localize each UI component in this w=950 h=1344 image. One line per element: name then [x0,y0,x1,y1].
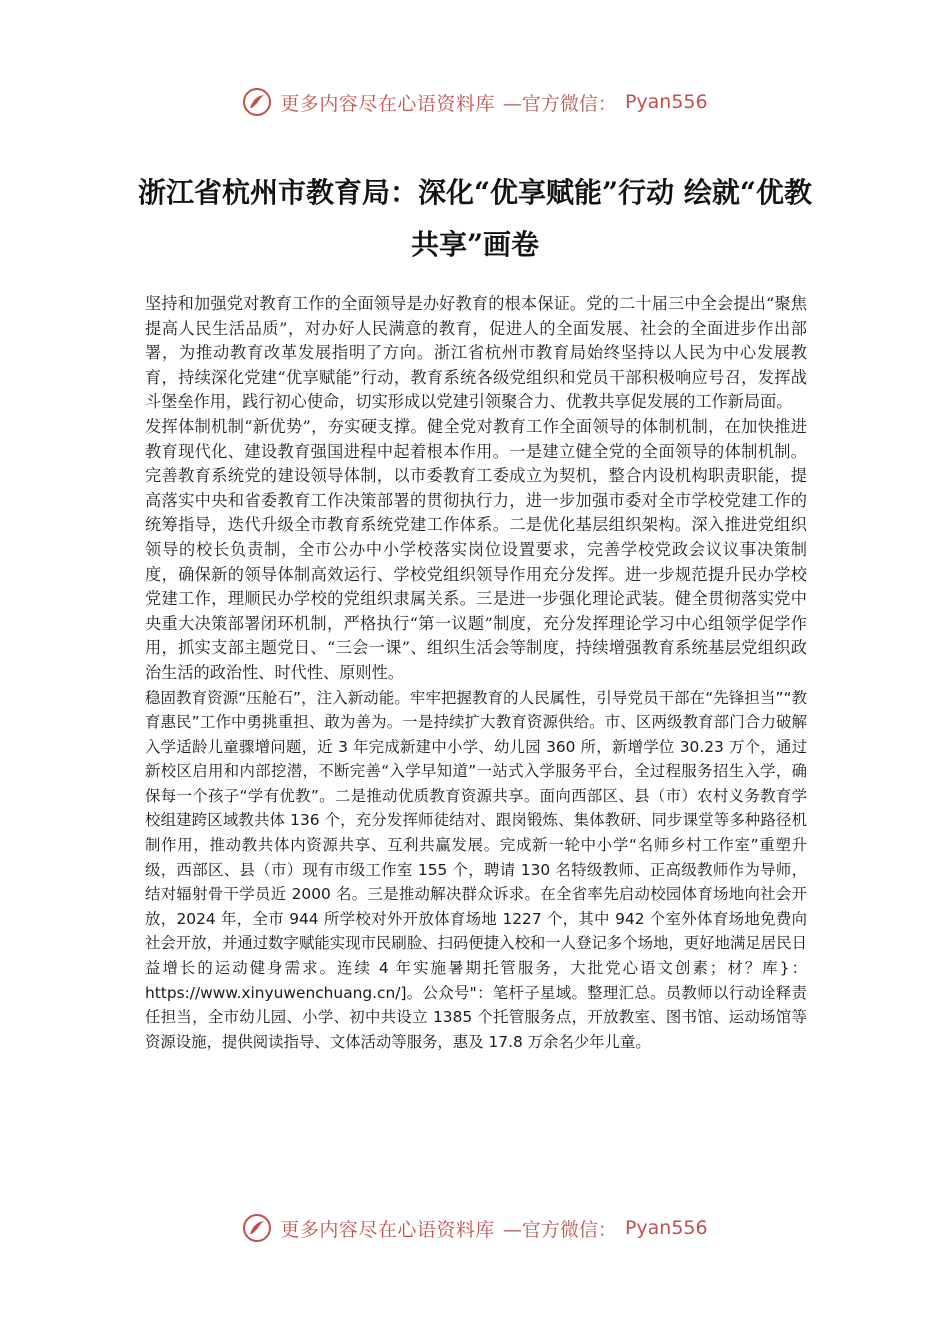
brand-name: 更多内容尽在心语资料库 [280,1218,495,1241]
brand-logo-icon [242,1213,272,1243]
wechat-label: —官方微信： [502,1218,617,1241]
footer-watermark-banner [0,1208,950,1248]
paragraph-education-resources: 稳固教育资源“压舱石”，注入新动能。牢牢把握教育的人民属性，引导党员干部在“先锋担当”“教育惠民”工作中勇挑重担、敢为善为。一是持续扩大教育资源供给。市、区两级教育部门合力破解入学适龄儿童骤增问题，近 3 年完成新建中小学、幼儿园 360 所，新增学位 30.23 万个，通过新校区启用和内部挖潜，不断完善“入学早知道”一站式入学服务平台，全过程服务招生入学，确保每一个孩子“学有优教”。二是推动优质教育资源共享。面向西部区、县（市）农村义务教育学校组建跨区域教共体 136 个，充分发挥师徒结对、跟岗锻炼、集体教研、同步课堂等多种路径机制作用，推动教共体内资源共享、互利共赢发展。完成新一轮中小学“名师乡村工作室”重塑升级，西部区、县（市）现有市级工作室 155 个，聘请 130 名特级教师、正高级教师作为导师，结对辐射骨干学员近 2000 名。三是推动解决群众诉求。在全省率先启动校园体育场地向社会开放，2024 年，全市 944 所学校对外开放体育场地 1227 个，其中 942 个室外体育场地免费向社会开放，并通过数字赋能实现市民刷脸、扫码便捷入校和一人登记多个场地，更好地满足居民日益增长的运动健身需求。连续 4 年实施暑期托管服务，大批党心语文创素；材？库}：https://www.xinyuwenchuang.cn/]。公众号"：笔杆子星域。整理汇总。员教师以行动诠释责任担当，全市幼儿园、小学、初中共设立 1385 个托管服务点，开放教室、图书馆、运动场馆等资源设施，提供阅读指导、文体活动等服务，惠及 17.8 万余名少年儿童。 [145,688,807,1051]
paragraph-intro: 坚持和加强党对教育工作的全面领导是办好教育的根本保证。党的二十届三中全会提出“聚焦提高人民生活品质”，对办好人民满意的教育，促进人的全面发展、社会的全面进步作出部署，为推动教育改革发展指明了方向。浙江省杭州市教育局始终坚持以人民为中心发展教育，持续深化党建“优享赋能”行动，教育系统各级党组织和党员干部积极响应号召，发挥战斗堡垒作用，践行初心使命，切实形成以党建引领聚合力、优教共享促发展的工作新局面。 [145,294,807,412]
brand-logo-icon [242,87,272,117]
header-watermark-banner [0,82,950,122]
wechat-account: Pyan556 [624,91,708,113]
wechat-label: —官方微信： [502,92,617,115]
paragraph-system-mechanism: 发挥体制机制“新优势”，夯实硬支撑。健全党对教育工作全面领导的体制机制，在加快推进教育现代化、建设教育强国进程中起着根本作用。一是建立健全党的全面领导的体制机制。完善教育系统党的建设领导体制，以市委教育工委成立为契机，整合内设机构职责职能，提高落实中央和省委教育工作决策部署的贯彻执行力，进一步加强市委对全市学校党建工作的统筹指导，迭代升级全市教育系统党建工作体系。二是优化基层组织架构。深入推进党组织领导的校长负责制，全市公办中小学校落实岗位设置要求，完善学校党政会议议事决策制度，确保新的领导体制高效运行、学校党组织领导作用充分发挥。进一步规范提升民办学校党建工作，理顺民办学校的党组织隶属关系。三是进一步强化理论武装。健全贯彻落实党中央重大决策部署闭环机制，严格执行“第一议题”制度，充分发挥理论学习中心组领学促学作用，抓实支部主题党日、“三会一课”、组织生活会等制度，持续增强教育系统基层党组织政治生活的政治性、时代性、原则性。 [145,416,807,682]
brand-name: 更多内容尽在心语资料库 [280,92,495,115]
wechat-account: Pyan556 [624,1217,708,1239]
document-body [145,292,807,1054]
document-title: 浙江省杭州市教育局：深化“优享赋能”行动 绘就“优教共享”画卷 [137,175,813,261]
